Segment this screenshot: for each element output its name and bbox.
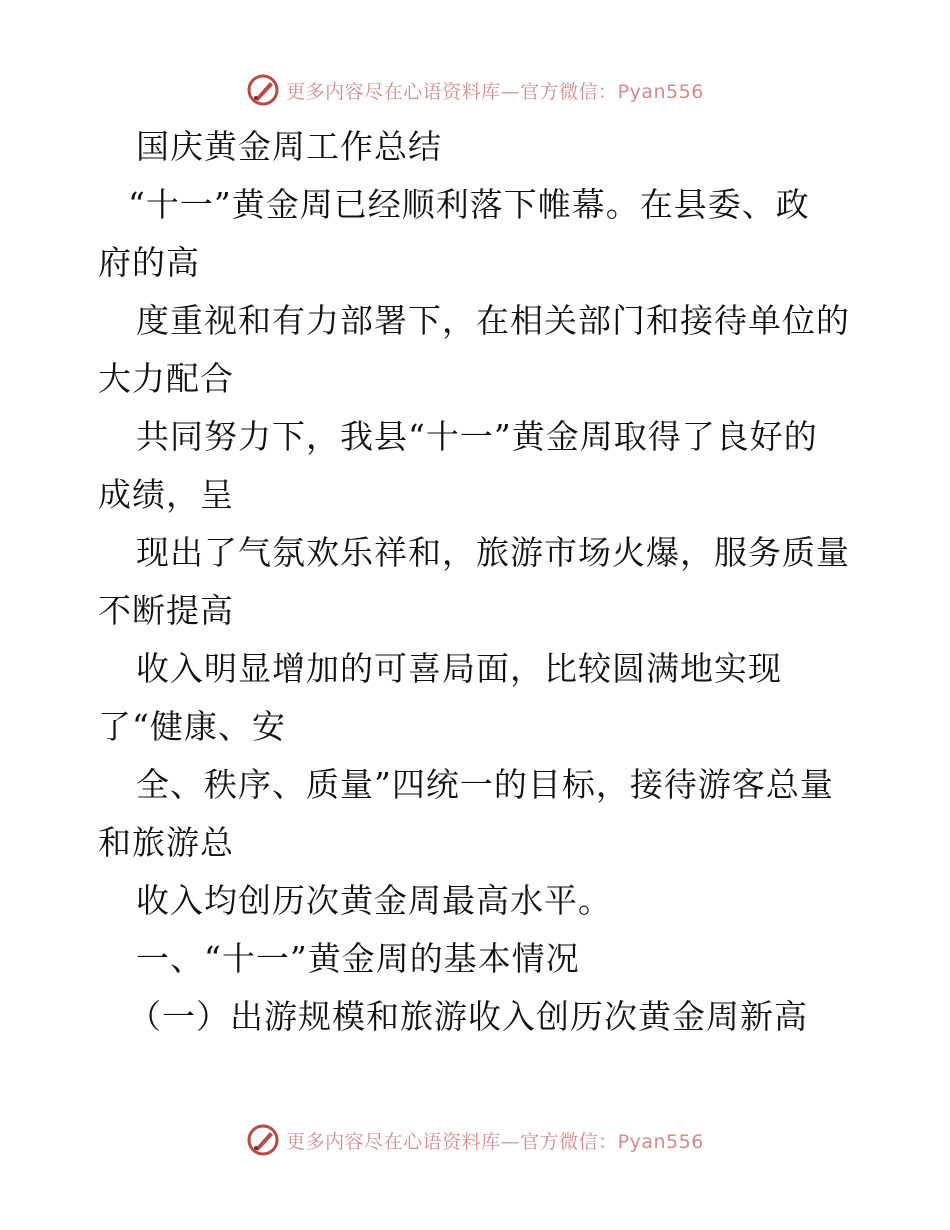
paragraph-line: 收入均创历次黄金周最高水平。: [136, 881, 612, 920]
paragraph-line: 度重视和有力部署下，在相关部门和接待单位的: [136, 301, 850, 340]
paragraph-line: 全、秩序、质量”四统一的目标，接待游客总量: [136, 765, 834, 804]
section-heading: 一、“十一”黄金周的基本情况: [136, 939, 580, 978]
paragraph-line: 不断提高: [98, 591, 234, 630]
footer-watermark: [0, 1120, 950, 1160]
paragraph-line: 了“健康、安: [98, 707, 286, 746]
paragraph-line: 共同努力下，我县“十一”黄金周取得了良好的: [136, 417, 818, 456]
paragraph-line: 府的高: [98, 243, 200, 282]
subsection-heading: （一）出游规模和旅游收入创历次黄金周新高: [128, 997, 808, 1036]
quill-pen-circle-icon: [246, 1123, 280, 1157]
header-watermark: [0, 70, 950, 110]
document-body: [98, 118, 858, 1046]
watermark-text: 更多内容尽在心语资料库—官方微信：Pyan556: [286, 1130, 704, 1153]
paragraph-line: 大力配合: [98, 359, 234, 398]
quill-pen-circle-icon: [246, 73, 280, 107]
document-title: 国庆黄金周工作总结: [136, 127, 442, 166]
paragraph-line: “十一”黄金周已经顺利落下帷幕。在县委、政: [128, 185, 810, 224]
paragraph-line: 成绩，呈: [98, 475, 234, 514]
paragraph-line: 和旅游总: [98, 823, 234, 862]
watermark-text: 更多内容尽在心语资料库—官方微信：Pyan556: [286, 80, 704, 103]
paragraph-line: 现出了气氛欢乐祥和，旅游市场火爆，服务质量: [136, 533, 850, 572]
paragraph-line: 收入明显增加的可喜局面，比较圆满地实现: [136, 649, 782, 688]
